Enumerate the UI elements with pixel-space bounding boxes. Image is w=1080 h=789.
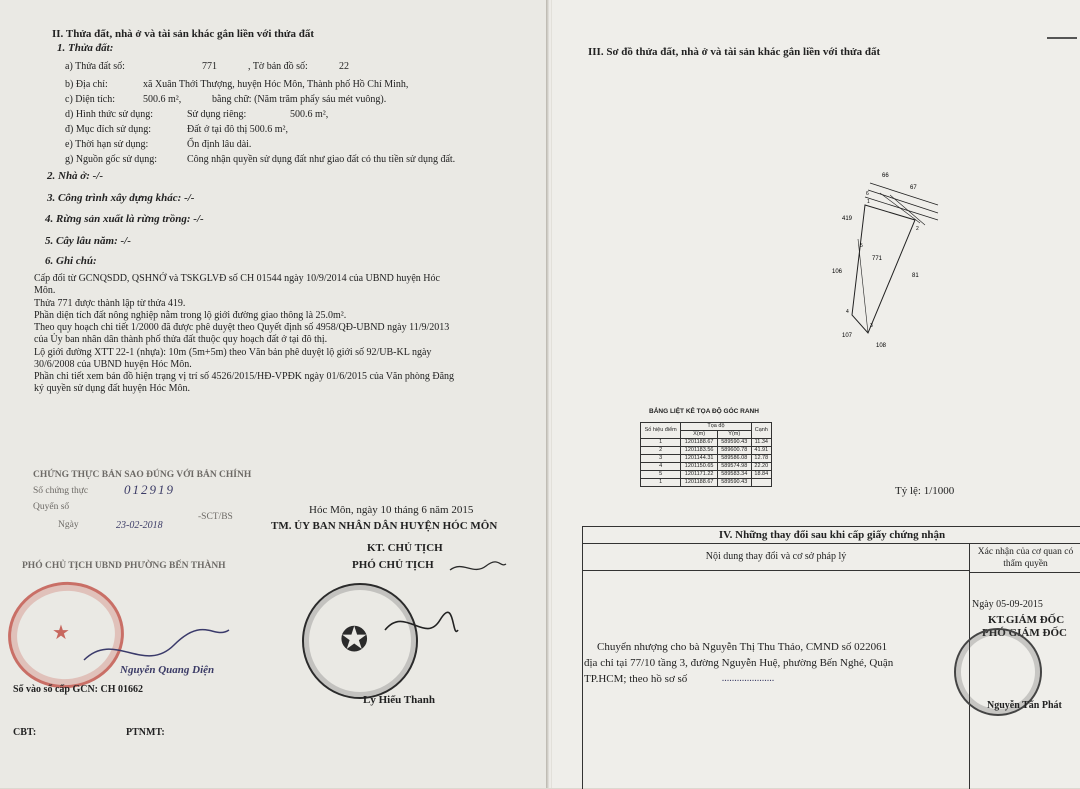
map-scale: Tỷ lệ: 1/1000 <box>895 485 955 497</box>
confirmation-deputy-director: PHÓ GIÁM ĐỐC <box>982 627 1067 639</box>
section-4-title: IV. Những thay đổi sau khi cấp giấy chứng nhận <box>583 527 1080 544</box>
section-3-title: III. Sơ đồ thửa đất, nhà ở và tài sản khác gắn liền với thửa đất <box>588 46 881 58</box>
plot-label: 771 <box>872 256 883 262</box>
house-heading: 2. Nhà ở: -/- <box>47 170 104 182</box>
ward-signer-name: Nguyễn Quang Diện <box>120 664 215 676</box>
coord-cell: 589583.34 <box>717 471 751 479</box>
coord-cell: 1201144.31 <box>681 455 718 463</box>
coord-cell: 22.20 <box>751 463 771 471</box>
coord-cell: 41.91 <box>751 447 771 455</box>
plot-number: 771 <box>202 61 217 72</box>
vertex-label: 1 <box>867 199 870 205</box>
coord-cell: 1201183.56 <box>681 447 718 455</box>
chairman-signature <box>380 600 460 670</box>
coord-cell: 589590.43 <box>717 479 751 487</box>
usage-purpose-value: Đất ở tại đô thị 500.6 m², <box>187 124 289 135</box>
coordinate-table <box>640 422 772 487</box>
plot-label: 419 <box>842 216 853 222</box>
perennial-trees-heading: 5. Cây lâu năm: -/- <box>45 235 131 247</box>
changes-content-header: Nội dung thay đổi và cơ sở pháp lý <box>583 544 970 571</box>
coord-cell: 4 <box>641 463 681 471</box>
people-committee-title: TM. ỦY BAN NHÂN DÂN HUYỆN HÓC MÔN <box>271 520 498 532</box>
usage-form-value: Sử dụng riêng: <box>187 109 247 120</box>
confirmation-date: Ngày 05-09-2015 <box>972 599 1043 610</box>
plot-label: 107 <box>842 333 853 339</box>
coord-cell: 1201188.67 <box>681 479 718 487</box>
land-plot-heading: 1. Thửa đất: <box>57 42 114 54</box>
table-row <box>641 479 772 487</box>
changes-confirm-header: Xác nhận của cơ quan có thẩm quyền <box>970 544 1080 573</box>
coord-cell: 589590.43 <box>717 439 751 447</box>
map-sheet-label: , Tờ bản đồ số: <box>248 61 308 72</box>
note-line: Cấp đổi từ GCNQSDD, QSHNỞ và TSKGLVĐ số CH 01544 ngày 10/9/2014 của UBND huyện Hóc <box>34 273 440 284</box>
usage-term-value: Ổn định lâu dài. <box>187 139 252 150</box>
note-line: Thửa 771 được thành lập từ thửa 419. <box>34 298 186 309</box>
vertex-label: 2 <box>916 226 919 232</box>
coord-cell: 5 <box>641 471 681 479</box>
coord-cell: 2 <box>641 447 681 455</box>
dossier-number: ..................... <box>722 673 775 684</box>
coord-cell: 3 <box>641 455 681 463</box>
note-line: Phần chi tiết xem bản đồ hiện trạng vị trí số 4526/2015/HĐ-VPĐK ngày 01/6/2015 của Văn phòng Đăng <box>34 371 455 382</box>
plot-label: 108 <box>876 343 887 349</box>
note-line: 30/6/2008 của UBND huyện Hóc Môn. <box>34 359 192 370</box>
usage-term-label: e) Thời hạn sử dụng: <box>65 139 149 150</box>
emblem-star-icon: ✪ <box>340 622 369 659</box>
certification-date-label: Ngày <box>58 520 79 530</box>
plot-number-label: a) Thửa đất số: <box>65 61 125 72</box>
coord-header-x: X(m) <box>681 431 718 439</box>
area-label: c) Diện tích: <box>65 94 115 105</box>
cbt-label: CBT: <box>13 727 37 738</box>
map-sheet-number: 22 <box>339 61 349 72</box>
vertex-label: 6 <box>866 191 869 197</box>
plot-label: 81 <box>912 273 919 279</box>
plot-label: 66 <box>882 173 889 179</box>
coord-cell: 589600.78 <box>717 447 751 455</box>
book-number-label: Quyển số <box>33 502 70 512</box>
note-line: của Ủy ban nhân dân thành phố thửa đất thuộc quy hoạch đất ở tại đô thị. <box>34 334 328 345</box>
table-row <box>641 463 772 471</box>
vertex-label: 3 <box>870 323 873 329</box>
confirmation-for-director: KT.GIÁM ĐỐC <box>988 614 1065 626</box>
coord-cell: 1201188.67 <box>681 439 718 447</box>
plot-label: 67 <box>910 185 917 191</box>
table-row <box>641 471 772 479</box>
coord-cell: 589586.08 <box>717 455 751 463</box>
certification-number: 012919 <box>124 482 175 497</box>
vice-chair-signature <box>448 558 508 578</box>
usage-form-label: d) Hình thức sử dụng: <box>65 109 154 120</box>
ptnmt-label: PTNMT: <box>126 727 165 738</box>
register-entry-number: Số vào sổ cấp GCN: CH 01662 <box>13 684 144 695</box>
coord-cell: 1201150.65 <box>681 463 718 471</box>
coord-cell: 12.78 <box>751 455 771 463</box>
change-entry-line: Chuyển nhượng cho bà Nguyễn Thị Thu Thảo, CMND số 022061 <box>597 641 888 653</box>
note-line: Theo quy hoạch chi tiết 1/2000 đã được phê duyệt theo Quyết định số 4958/QĐ-UBND ngày 11/9/2013 <box>34 322 450 333</box>
address-value: xã Xuân Thới Thượng, huyện Hóc Môn, Thành phố Hồ Chí Minh, <box>143 79 409 90</box>
origin-value: Công nhận quyền sử dụng đất như giao đất có thu tiền sử dụng đất. <box>187 154 456 165</box>
usage-purpose-label: đ) Mục đích sử dụng: <box>65 124 151 135</box>
notes-heading: 6. Ghi chú: <box>45 255 97 267</box>
area-in-words: bằng chữ: (Năm trăm phẩy sáu mét vuông). <box>212 94 387 105</box>
book-number-suffix: -SCT/BS <box>198 512 233 522</box>
corner-mark <box>1047 37 1077 39</box>
confirmation-signer: Nguyễn Tấn Phát <box>987 700 1062 711</box>
coord-header-coords: Tọa độ <box>681 423 751 431</box>
planted-forest-heading: 4. Rừng sản xuất là rừng trồng: -/- <box>45 213 204 225</box>
note-line: Phần diện tích đất nông nghiệp nằm trong lộ giới đường giao thông là 25.0m². <box>34 310 347 321</box>
coord-cell <box>751 479 771 487</box>
coord-header-edge: Cạnh <box>751 423 771 439</box>
address-label: b) Địa chỉ: <box>65 79 108 90</box>
coord-cell: 1 <box>641 479 681 487</box>
coord-header-y: Y(m) <box>717 431 751 439</box>
area-value: 500.6 m², <box>143 94 182 105</box>
certified-copy-title: CHỨNG THỰC BẢN SAO ĐÚNG VỚI BẢN CHÍNH <box>33 470 252 480</box>
origin-label: g) Nguồn gốc sử dụng: <box>65 154 158 165</box>
change-entry-line: địa chỉ tại 77/10 tầng 3, đường Nguyễn Huệ, phường Bến Nghé, Quận <box>584 657 894 669</box>
table-row <box>641 439 772 447</box>
coordinate-table-title: BẢNG LIỆT KÊ TỌA ĐỘ GÓC RANH <box>649 408 759 415</box>
vertex-label: 4 <box>846 309 849 315</box>
coord-header-point: Số hiệu điểm <box>641 423 681 439</box>
plot-sketch <box>820 165 950 350</box>
issue-place-date: Hóc Môn, ngày 10 tháng 6 năm 2015 <box>309 504 474 516</box>
plot-label: 106 <box>832 269 843 275</box>
signer-name: Lý Hiếu Thanh <box>363 694 435 706</box>
usage-form-area: 500.6 m², <box>290 109 329 120</box>
table-row <box>641 455 772 463</box>
star-icon: ★ <box>52 622 70 644</box>
vertex-label: 5 <box>860 243 863 249</box>
note-line: Môn. <box>34 285 56 296</box>
table-row <box>641 447 772 455</box>
ward-vice-chair-title: PHÓ CHỦ TỊCH UBND PHƯỜNG BẾN THÀNH <box>22 561 226 571</box>
change-entry-line: TP.HCM; theo hồ sơ số <box>584 673 688 685</box>
for-chairman-title: KT. CHỦ TỊCH <box>367 542 443 554</box>
vice-chairman-title: PHÓ CHỦ TỊCH <box>352 559 434 571</box>
note-line: ký quyền sử dụng đất huyện Hóc Môn. <box>34 383 190 394</box>
coord-cell: 18.84 <box>751 471 771 479</box>
coord-cell: 1 <box>641 439 681 447</box>
certification-number-label: Số chứng thực <box>33 486 89 496</box>
section-2-title: II. Thửa đất, nhà ở và tài sản khác gắn liền với thửa đất <box>52 28 315 40</box>
note-line: Lộ giới đường XTT 22-1 (nhựa): 10m (5m+5m) theo Văn bản phê duyệt lộ giới số 92/UB-KL ngày <box>34 347 432 358</box>
coord-cell: 11.34 <box>751 439 771 447</box>
coord-cell: 1201171.22 <box>681 471 718 479</box>
other-construction-heading: 3. Công trình xây dựng khác: -/- <box>47 192 195 204</box>
certification-date: 23-02-2018 <box>116 520 163 531</box>
coord-cell: 589574.98 <box>717 463 751 471</box>
